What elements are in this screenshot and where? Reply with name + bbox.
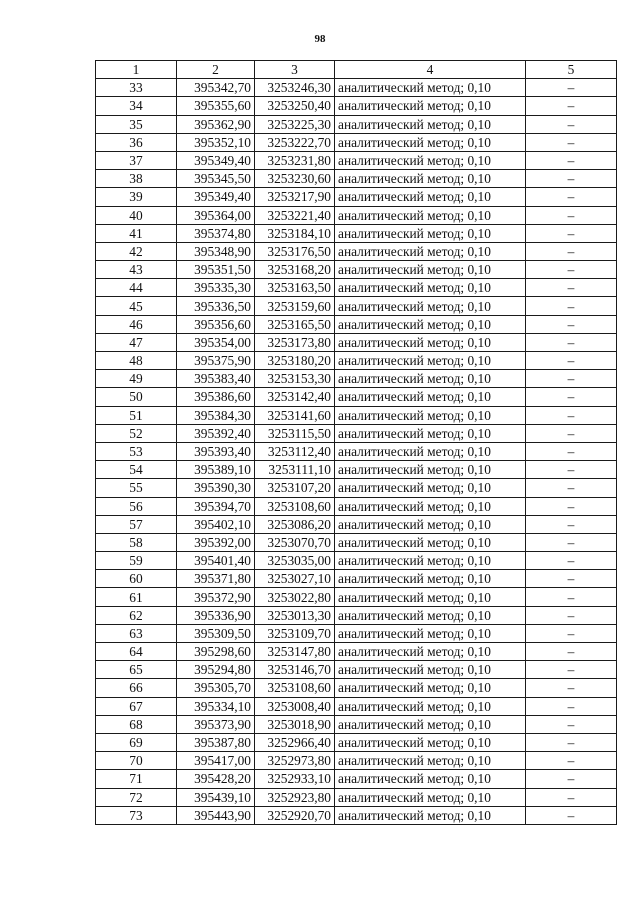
x-coordinate-cell: 395345,50 (177, 170, 255, 188)
x-coordinate-cell: 395386,60 (177, 388, 255, 406)
note-cell: – (526, 242, 617, 260)
note-cell: – (526, 424, 617, 442)
point-number-cell: 38 (96, 170, 177, 188)
y-coordinate-cell: 3253035,00 (255, 552, 335, 570)
header-col-1: 1 (96, 61, 177, 79)
x-coordinate-cell: 395371,80 (177, 570, 255, 588)
table-row (96, 352, 617, 370)
y-coordinate-cell: 3253153,30 (255, 370, 335, 388)
table-row (96, 224, 617, 242)
y-coordinate-cell: 3253112,40 (255, 442, 335, 460)
note-cell: – (526, 461, 617, 479)
table-row (96, 333, 617, 351)
x-coordinate-cell: 395342,70 (177, 79, 255, 97)
point-number-cell: 67 (96, 697, 177, 715)
method-accuracy-cell: аналитический метод; 0,10 (335, 733, 526, 751)
x-coordinate-cell: 395334,10 (177, 697, 255, 715)
point-number-cell: 64 (96, 643, 177, 661)
table-row (96, 697, 617, 715)
method-accuracy-cell: аналитический метод; 0,10 (335, 497, 526, 515)
coordinates-table (95, 60, 617, 825)
note-cell: – (526, 188, 617, 206)
y-coordinate-cell: 3253111,10 (255, 461, 335, 479)
table-row (96, 533, 617, 551)
method-accuracy-cell: аналитический метод; 0,10 (335, 297, 526, 315)
y-coordinate-cell: 3253146,70 (255, 661, 335, 679)
y-coordinate-cell: 3253018,90 (255, 715, 335, 733)
x-coordinate-cell: 395393,40 (177, 442, 255, 460)
note-cell: – (526, 588, 617, 606)
point-number-cell: 70 (96, 752, 177, 770)
point-number-cell: 58 (96, 533, 177, 551)
point-number-cell: 63 (96, 624, 177, 642)
note-cell: – (526, 388, 617, 406)
x-coordinate-cell: 395355,60 (177, 97, 255, 115)
x-coordinate-cell: 395443,90 (177, 806, 255, 824)
table-row (96, 206, 617, 224)
table-row (96, 388, 617, 406)
note-cell: – (526, 770, 617, 788)
method-accuracy-cell: аналитический метод; 0,10 (335, 697, 526, 715)
point-number-cell: 39 (96, 188, 177, 206)
point-number-cell: 33 (96, 79, 177, 97)
note-cell: – (526, 297, 617, 315)
y-coordinate-cell: 3253141,60 (255, 406, 335, 424)
table-row (96, 151, 617, 169)
point-number-cell: 44 (96, 279, 177, 297)
point-number-cell: 49 (96, 370, 177, 388)
y-coordinate-cell: 3253108,60 (255, 679, 335, 697)
x-coordinate-cell: 395354,00 (177, 333, 255, 351)
x-coordinate-cell: 395349,40 (177, 188, 255, 206)
table-row (96, 788, 617, 806)
method-accuracy-cell: аналитический метод; 0,10 (335, 115, 526, 133)
y-coordinate-cell: 3253070,70 (255, 533, 335, 551)
point-number-cell: 52 (96, 424, 177, 442)
y-coordinate-cell: 3252933,10 (255, 770, 335, 788)
y-coordinate-cell: 3253108,60 (255, 497, 335, 515)
note-cell: – (526, 315, 617, 333)
table-row (96, 570, 617, 588)
note-cell: – (526, 533, 617, 551)
point-number-cell: 71 (96, 770, 177, 788)
point-number-cell: 72 (96, 788, 177, 806)
point-number-cell: 57 (96, 515, 177, 533)
method-accuracy-cell: аналитический метод; 0,10 (335, 661, 526, 679)
x-coordinate-cell: 395401,40 (177, 552, 255, 570)
header-col-5: 5 (526, 61, 617, 79)
y-coordinate-cell: 3253225,30 (255, 115, 335, 133)
point-number-cell: 50 (96, 388, 177, 406)
y-coordinate-cell: 3253022,80 (255, 588, 335, 606)
y-coordinate-cell: 3253008,40 (255, 697, 335, 715)
x-coordinate-cell: 395336,50 (177, 297, 255, 315)
y-coordinate-cell: 3253246,30 (255, 79, 335, 97)
table-body (96, 79, 617, 825)
point-number-cell: 43 (96, 261, 177, 279)
x-coordinate-cell: 395374,80 (177, 224, 255, 242)
note-cell: – (526, 788, 617, 806)
point-number-cell: 34 (96, 97, 177, 115)
table-row (96, 643, 617, 661)
table-row (96, 733, 617, 751)
header-row (96, 61, 617, 79)
y-coordinate-cell: 3253142,40 (255, 388, 335, 406)
note-cell: – (526, 370, 617, 388)
point-number-cell: 55 (96, 479, 177, 497)
y-coordinate-cell: 3253180,20 (255, 352, 335, 370)
y-coordinate-cell: 3253013,30 (255, 606, 335, 624)
point-number-cell: 36 (96, 133, 177, 151)
note-cell: – (526, 733, 617, 751)
point-number-cell: 56 (96, 497, 177, 515)
method-accuracy-cell: аналитический метод; 0,10 (335, 170, 526, 188)
note-cell: – (526, 97, 617, 115)
x-coordinate-cell: 395439,10 (177, 788, 255, 806)
y-coordinate-cell: 3253159,60 (255, 297, 335, 315)
note-cell: – (526, 497, 617, 515)
table-row (96, 261, 617, 279)
note-cell: – (526, 679, 617, 697)
table-row (96, 806, 617, 824)
x-coordinate-cell: 395428,20 (177, 770, 255, 788)
point-number-cell: 62 (96, 606, 177, 624)
note-cell: – (526, 206, 617, 224)
y-coordinate-cell: 3253147,80 (255, 643, 335, 661)
x-coordinate-cell: 395364,00 (177, 206, 255, 224)
table-row (96, 752, 617, 770)
y-coordinate-cell: 3253222,70 (255, 133, 335, 151)
note-cell: – (526, 697, 617, 715)
method-accuracy-cell: аналитический метод; 0,10 (335, 206, 526, 224)
x-coordinate-cell: 395389,10 (177, 461, 255, 479)
y-coordinate-cell: 3252966,40 (255, 733, 335, 751)
note-cell: – (526, 279, 617, 297)
table-header (96, 61, 617, 79)
y-coordinate-cell: 3253217,90 (255, 188, 335, 206)
table-row (96, 115, 617, 133)
method-accuracy-cell: аналитический метод; 0,10 (335, 479, 526, 497)
point-number-cell: 69 (96, 733, 177, 751)
method-accuracy-cell: аналитический метод; 0,10 (335, 424, 526, 442)
y-coordinate-cell: 3253115,50 (255, 424, 335, 442)
note-cell: – (526, 661, 617, 679)
table-row (96, 661, 617, 679)
x-coordinate-cell: 395309,50 (177, 624, 255, 642)
method-accuracy-cell: аналитический метод; 0,10 (335, 442, 526, 460)
y-coordinate-cell: 3253163,50 (255, 279, 335, 297)
point-number-cell: 37 (96, 151, 177, 169)
x-coordinate-cell: 395349,40 (177, 151, 255, 169)
table-row (96, 133, 617, 151)
point-number-cell: 40 (96, 206, 177, 224)
y-coordinate-cell: 3253027,10 (255, 570, 335, 588)
note-cell: – (526, 806, 617, 824)
y-coordinate-cell: 3253250,40 (255, 97, 335, 115)
note-cell: – (526, 570, 617, 588)
table-row (96, 97, 617, 115)
table-row (96, 297, 617, 315)
method-accuracy-cell: аналитический метод; 0,10 (335, 806, 526, 824)
point-number-cell: 66 (96, 679, 177, 697)
table-row (96, 497, 617, 515)
x-coordinate-cell: 395384,30 (177, 406, 255, 424)
x-coordinate-cell: 395351,50 (177, 261, 255, 279)
table-row (96, 679, 617, 697)
x-coordinate-cell: 395394,70 (177, 497, 255, 515)
header-col-2: 2 (177, 61, 255, 79)
method-accuracy-cell: аналитический метод; 0,10 (335, 715, 526, 733)
table-row (96, 479, 617, 497)
x-coordinate-cell: 395305,70 (177, 679, 255, 697)
note-cell: – (526, 624, 617, 642)
point-number-cell: 48 (96, 352, 177, 370)
method-accuracy-cell: аналитический метод; 0,10 (335, 388, 526, 406)
method-accuracy-cell: аналитический метод; 0,10 (335, 515, 526, 533)
y-coordinate-cell: 3253173,80 (255, 333, 335, 351)
x-coordinate-cell: 395383,40 (177, 370, 255, 388)
y-coordinate-cell: 3252923,80 (255, 788, 335, 806)
table-row (96, 315, 617, 333)
table-row (96, 624, 617, 642)
point-number-cell: 68 (96, 715, 177, 733)
point-number-cell: 61 (96, 588, 177, 606)
table-row (96, 242, 617, 260)
point-number-cell: 35 (96, 115, 177, 133)
y-coordinate-cell: 3253168,20 (255, 261, 335, 279)
x-coordinate-cell: 395294,80 (177, 661, 255, 679)
method-accuracy-cell: аналитический метод; 0,10 (335, 643, 526, 661)
table-row (96, 552, 617, 570)
table-row (96, 279, 617, 297)
note-cell: – (526, 552, 617, 570)
table-row (96, 515, 617, 533)
point-number-cell: 53 (96, 442, 177, 460)
y-coordinate-cell: 3253230,60 (255, 170, 335, 188)
point-number-cell: 45 (96, 297, 177, 315)
note-cell: – (526, 442, 617, 460)
method-accuracy-cell: аналитический метод; 0,10 (335, 588, 526, 606)
header-col-3: 3 (255, 61, 335, 79)
x-coordinate-cell: 395362,90 (177, 115, 255, 133)
method-accuracy-cell: аналитический метод; 0,10 (335, 752, 526, 770)
method-accuracy-cell: аналитический метод; 0,10 (335, 788, 526, 806)
method-accuracy-cell: аналитический метод; 0,10 (335, 679, 526, 697)
y-coordinate-cell: 3253109,70 (255, 624, 335, 642)
note-cell: – (526, 479, 617, 497)
note-cell: – (526, 79, 617, 97)
method-accuracy-cell: аналитический метод; 0,10 (335, 242, 526, 260)
x-coordinate-cell: 395373,90 (177, 715, 255, 733)
method-accuracy-cell: аналитический метод; 0,10 (335, 188, 526, 206)
table-row (96, 79, 617, 97)
note-cell: – (526, 406, 617, 424)
x-coordinate-cell: 395392,00 (177, 533, 255, 551)
point-number-cell: 42 (96, 242, 177, 260)
table-row (96, 424, 617, 442)
method-accuracy-cell: аналитический метод; 0,10 (335, 570, 526, 588)
x-coordinate-cell: 395390,30 (177, 479, 255, 497)
point-number-cell: 59 (96, 552, 177, 570)
point-number-cell: 51 (96, 406, 177, 424)
note-cell: – (526, 133, 617, 151)
method-accuracy-cell: аналитический метод; 0,10 (335, 151, 526, 169)
point-number-cell: 54 (96, 461, 177, 479)
note-cell: – (526, 352, 617, 370)
table-row (96, 442, 617, 460)
y-coordinate-cell: 3253107,20 (255, 479, 335, 497)
method-accuracy-cell: аналитический метод; 0,10 (335, 279, 526, 297)
method-accuracy-cell: аналитический метод; 0,10 (335, 606, 526, 624)
table-row (96, 170, 617, 188)
y-coordinate-cell: 3253176,50 (255, 242, 335, 260)
method-accuracy-cell: аналитический метод; 0,10 (335, 261, 526, 279)
y-coordinate-cell: 3253231,80 (255, 151, 335, 169)
y-coordinate-cell: 3252920,70 (255, 806, 335, 824)
x-coordinate-cell: 395352,10 (177, 133, 255, 151)
x-coordinate-cell: 395372,90 (177, 588, 255, 606)
point-number-cell: 73 (96, 806, 177, 824)
note-cell: – (526, 606, 617, 624)
note-cell: – (526, 333, 617, 351)
method-accuracy-cell: аналитический метод; 0,10 (335, 406, 526, 424)
x-coordinate-cell: 395402,10 (177, 515, 255, 533)
x-coordinate-cell: 395375,90 (177, 352, 255, 370)
method-accuracy-cell: аналитический метод; 0,10 (335, 533, 526, 551)
y-coordinate-cell: 3253221,40 (255, 206, 335, 224)
method-accuracy-cell: аналитический метод; 0,10 (335, 624, 526, 642)
y-coordinate-cell: 3253165,50 (255, 315, 335, 333)
note-cell: – (526, 115, 617, 133)
table-row (96, 770, 617, 788)
table-row (96, 370, 617, 388)
note-cell: – (526, 715, 617, 733)
table-row (96, 715, 617, 733)
x-coordinate-cell: 395298,60 (177, 643, 255, 661)
note-cell: – (526, 224, 617, 242)
table-row (96, 588, 617, 606)
method-accuracy-cell: аналитический метод; 0,10 (335, 352, 526, 370)
note-cell: – (526, 515, 617, 533)
method-accuracy-cell: аналитический метод; 0,10 (335, 79, 526, 97)
method-accuracy-cell: аналитический метод; 0,10 (335, 224, 526, 242)
point-number-cell: 60 (96, 570, 177, 588)
method-accuracy-cell: аналитический метод; 0,10 (335, 315, 526, 333)
x-coordinate-cell: 395392,40 (177, 424, 255, 442)
note-cell: – (526, 261, 617, 279)
method-accuracy-cell: аналитический метод; 0,10 (335, 333, 526, 351)
table-row (96, 406, 617, 424)
method-accuracy-cell: аналитический метод; 0,10 (335, 97, 526, 115)
point-number-cell: 46 (96, 315, 177, 333)
note-cell: – (526, 170, 617, 188)
x-coordinate-cell: 395335,30 (177, 279, 255, 297)
y-coordinate-cell: 3252973,80 (255, 752, 335, 770)
y-coordinate-cell: 3253184,10 (255, 224, 335, 242)
method-accuracy-cell: аналитический метод; 0,10 (335, 133, 526, 151)
point-number-cell: 41 (96, 224, 177, 242)
method-accuracy-cell: аналитический метод; 0,10 (335, 370, 526, 388)
method-accuracy-cell: аналитический метод; 0,10 (335, 770, 526, 788)
method-accuracy-cell: аналитический метод; 0,10 (335, 461, 526, 479)
table-row (96, 188, 617, 206)
x-coordinate-cell: 395348,90 (177, 242, 255, 260)
note-cell: – (526, 643, 617, 661)
point-number-cell: 47 (96, 333, 177, 351)
page-number: 98 (314, 33, 326, 45)
y-coordinate-cell: 3253086,20 (255, 515, 335, 533)
x-coordinate-cell: 395336,90 (177, 606, 255, 624)
x-coordinate-cell: 395356,60 (177, 315, 255, 333)
note-cell: – (526, 752, 617, 770)
note-cell: – (526, 151, 617, 169)
table-row (96, 606, 617, 624)
table-row (96, 461, 617, 479)
method-accuracy-cell: аналитический метод; 0,10 (335, 552, 526, 570)
point-number-cell: 65 (96, 661, 177, 679)
header-col-4: 4 (335, 61, 526, 79)
x-coordinate-cell: 395387,80 (177, 733, 255, 751)
x-coordinate-cell: 395417,00 (177, 752, 255, 770)
